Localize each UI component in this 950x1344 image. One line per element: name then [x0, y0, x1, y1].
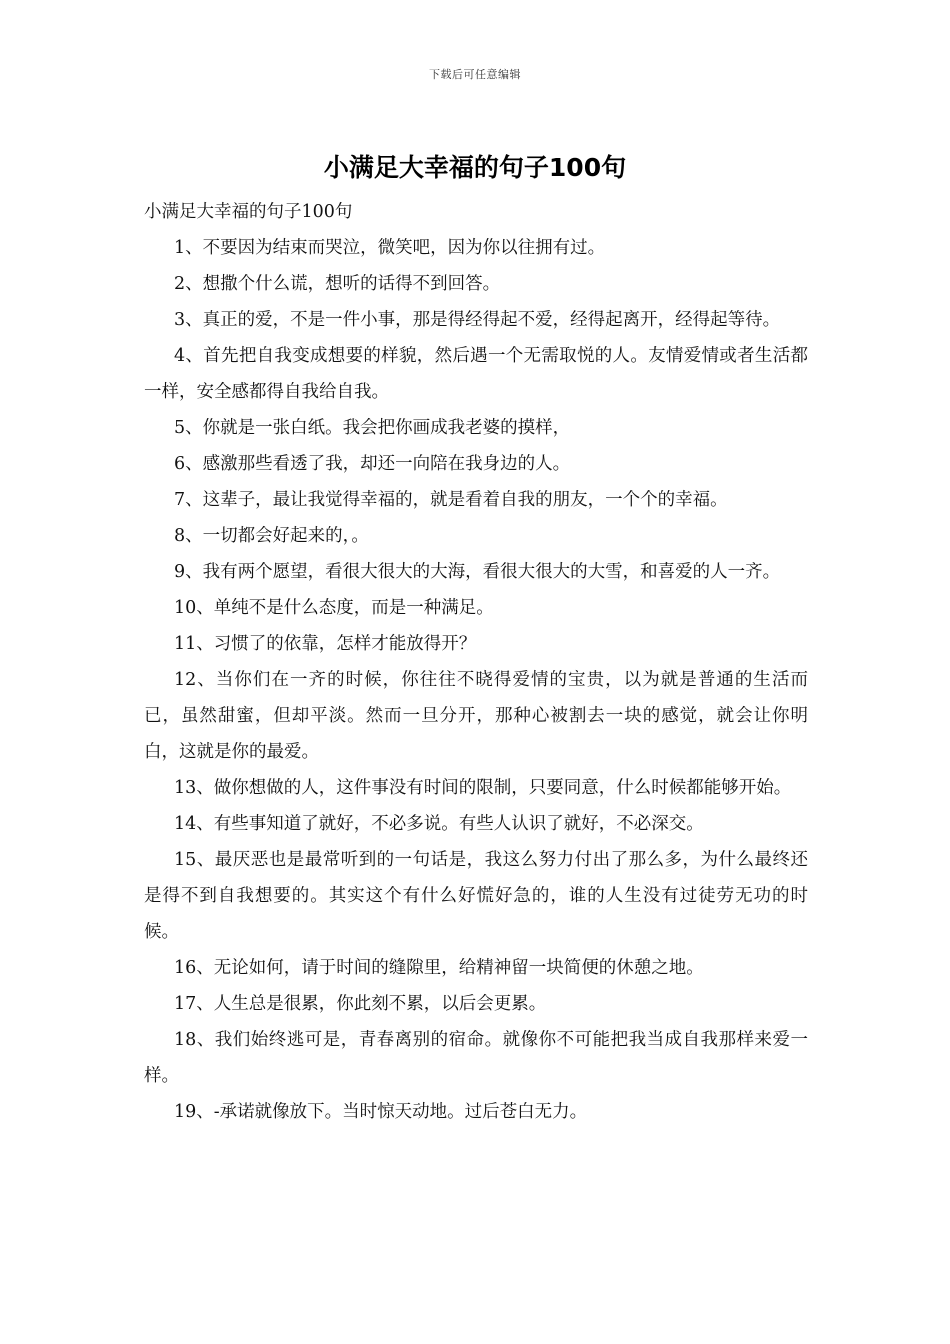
paragraph: 3、真正的爱，不是一件小事，那是得经得起不爱，经得起离开，经得起等待。: [174, 310, 781, 330]
paragraph: 9、我有两个愿望，看很大很大的大海，看很大很大的大雪，和喜爱的人一齐。: [174, 562, 781, 582]
paragraph: 12、当你们在一齐的时候，你往往不晓得爱情的宝贵，以为就是普通的生活而已，虽然甜蜜，但却平淡。然而一旦分开，那种心被割去一块的感觉，就会让你明白，这就是你的最爱。: [144, 670, 808, 762]
paragraph: 2、想撒个什么谎，想听的话得不到回答。: [174, 274, 501, 294]
paragraph: 1、不要因为结束而哭泣，微笑吧，因为你以往拥有过。: [174, 238, 606, 258]
document-subtitle: 小满足大幸福的句子100句: [144, 202, 353, 222]
paragraph: 18、我们始终逃可是，青春离别的宿命。就像你不可能把我当成自我那样来爱一样。: [144, 1030, 808, 1086]
paragraph: 5、你就是一张白纸。我会把你画成我老婆的摸样，: [174, 418, 571, 438]
paragraph: 10、单纯不是什么态度，而是一种满足。: [174, 598, 494, 618]
paragraph: 19、-承诺就像放下。当时惊天动地。过后苍白无力。: [174, 1102, 588, 1122]
document-title: 小满足大幸福的句子100句: [323, 153, 627, 182]
paragraph: 14、有些事知道了就好，不必多说。有些人认识了就好，不必深交。: [174, 814, 704, 834]
paragraph: 15、最厌恶也是最常听到的一句话是，我这么努力付出了那么多，为什么最终还是得不到自我想要的。其实这个有什么好慌好急的，谁的人生没有过徒劳无功的时候。: [144, 850, 808, 942]
paragraph: 11、习惯了的依靠，怎样才能放得开？: [174, 634, 477, 654]
paragraph: 17、人生总是很累，你此刻不累，以后会更累。: [174, 994, 547, 1014]
paragraph: 8、一切都会好起来的，。: [174, 526, 369, 546]
paragraph: 7、这辈子，最让我觉得幸福的，就是看着自我的朋友，一个个的幸福。: [174, 490, 728, 510]
paragraph: 4、首先把自我变成想要的样貌，然后遇一个无需取悦的人。友情爱情或者生活都一样，安全感都得自我给自我。: [144, 346, 808, 402]
document-body: [144, 194, 808, 1130]
paragraph: 16、无论如何，请于时间的缝隙里，给精神留一块简便的休憩之地。: [174, 958, 704, 978]
paragraph: 13、做你想做的人，这件事没有时间的限制，只要同意，什么时候都能够开始。: [174, 778, 792, 798]
paragraph: 6、感激那些看透了我，却还一向陪在我身边的人。: [174, 454, 571, 474]
header-note: 下载后可任意编辑: [429, 68, 521, 81]
